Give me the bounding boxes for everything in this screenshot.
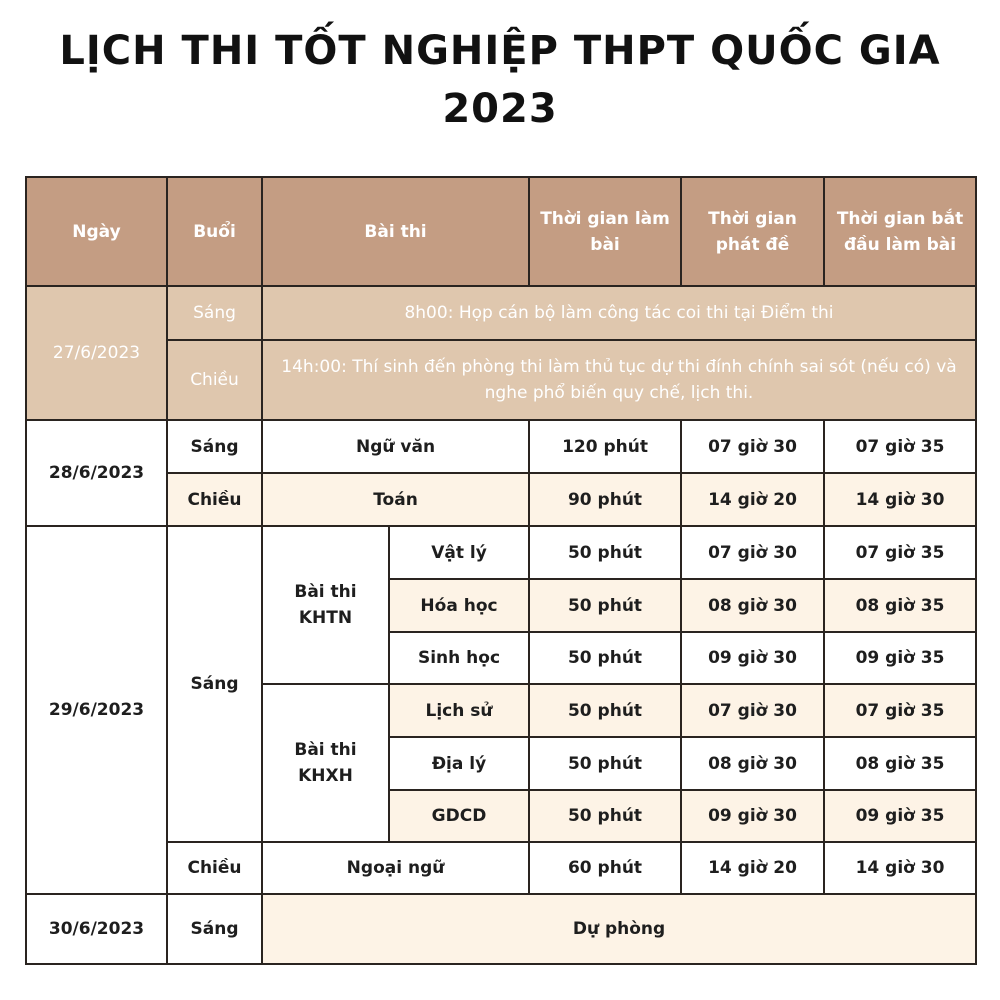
session-cell: Sáng [167, 526, 262, 842]
start-cell: 07 giờ 35 [824, 684, 976, 737]
duration-cell: 50 phút [529, 632, 681, 684]
table-row [26, 473, 976, 526]
duration-cell: 60 phút [529, 842, 681, 894]
note-cell: 14h:00: Thí sinh đến phòng thi làm thủ tục dự thi đính chính sai sót (nếu có) và nghe phổ biến quy chế, lịch thi. [262, 340, 976, 420]
group-cell: Bài thi KHXH [262, 684, 389, 842]
subject-cell: Ngoại ngữ [262, 842, 529, 894]
handout-cell: 08 giờ 30 [681, 737, 824, 790]
header-session: Buổi [167, 177, 262, 286]
duration-cell: 50 phút [529, 737, 681, 790]
table-row [26, 420, 976, 473]
date-cell: 28/6/2023 [26, 420, 167, 526]
start-cell: 09 giờ 35 [824, 632, 976, 684]
handout-cell: 09 giờ 30 [681, 632, 824, 684]
session-cell: Chiều [167, 842, 262, 894]
header-start: Thời gian bắt đầu làm bài [824, 177, 976, 286]
session-cell: Sáng [167, 894, 262, 964]
subject-cell: Toán [262, 473, 529, 526]
duration-cell: 120 phút [529, 420, 681, 473]
start-cell: 08 giờ 35 [824, 579, 976, 632]
header-handout: Thời gian phát đề [681, 177, 824, 286]
start-cell: 09 giờ 35 [824, 790, 976, 842]
table-row [26, 526, 976, 579]
session-cell: Sáng [167, 286, 262, 340]
header-exam: Bài thi [262, 177, 529, 286]
header-date: Ngày [26, 177, 167, 286]
handout-cell: 09 giờ 30 [681, 790, 824, 842]
subject-cell: Địa lý [389, 737, 529, 790]
handout-cell: 07 giờ 30 [681, 684, 824, 737]
subject-cell: Hóa học [389, 579, 529, 632]
group-cell: Bài thi KHTN [262, 526, 389, 684]
table-row [26, 286, 976, 340]
subject-cell: Ngữ văn [262, 420, 529, 473]
table-row [26, 340, 976, 420]
session-cell: Sáng [167, 420, 262, 473]
start-cell: 14 giờ 30 [824, 842, 976, 894]
duration-cell: 50 phút [529, 526, 681, 579]
date-cell: 27/6/2023 [26, 286, 167, 420]
duration-cell: 50 phút [529, 790, 681, 842]
handout-cell: 08 giờ 30 [681, 579, 824, 632]
session-cell: Chiều [167, 473, 262, 526]
handout-cell: 14 giờ 20 [681, 842, 824, 894]
subject-cell: GDCD [389, 790, 529, 842]
start-cell: 07 giờ 35 [824, 526, 976, 579]
session-cell: Chiều [167, 340, 262, 420]
subject-cell: Sinh học [389, 632, 529, 684]
subject-cell: Vật lý [389, 526, 529, 579]
note-cell: Dự phòng [262, 894, 976, 964]
duration-cell: 50 phút [529, 579, 681, 632]
handout-cell: 14 giờ 20 [681, 473, 824, 526]
header-duration: Thời gian làm bài [529, 177, 681, 286]
table-row [26, 894, 976, 964]
start-cell: 07 giờ 35 [824, 420, 976, 473]
subject-cell: Lịch sử [389, 684, 529, 737]
handout-cell: 07 giờ 30 [681, 526, 824, 579]
duration-cell: 50 phút [529, 684, 681, 737]
table-row [26, 842, 976, 894]
note-cell: 8h00: Họp cán bộ làm công tác coi thi tại Điểm thi [262, 286, 976, 340]
header-row [26, 177, 976, 286]
exam-schedule-table [25, 176, 977, 965]
start-cell: 08 giờ 35 [824, 737, 976, 790]
handout-cell: 07 giờ 30 [681, 420, 824, 473]
page-title: LỊCH THI TỐT NGHIỆP THPT QUỐC GIA 2023 [59, 28, 941, 132]
date-cell: 29/6/2023 [26, 526, 167, 894]
start-cell: 14 giờ 30 [824, 473, 976, 526]
date-cell: 30/6/2023 [26, 894, 167, 964]
duration-cell: 90 phút [529, 473, 681, 526]
